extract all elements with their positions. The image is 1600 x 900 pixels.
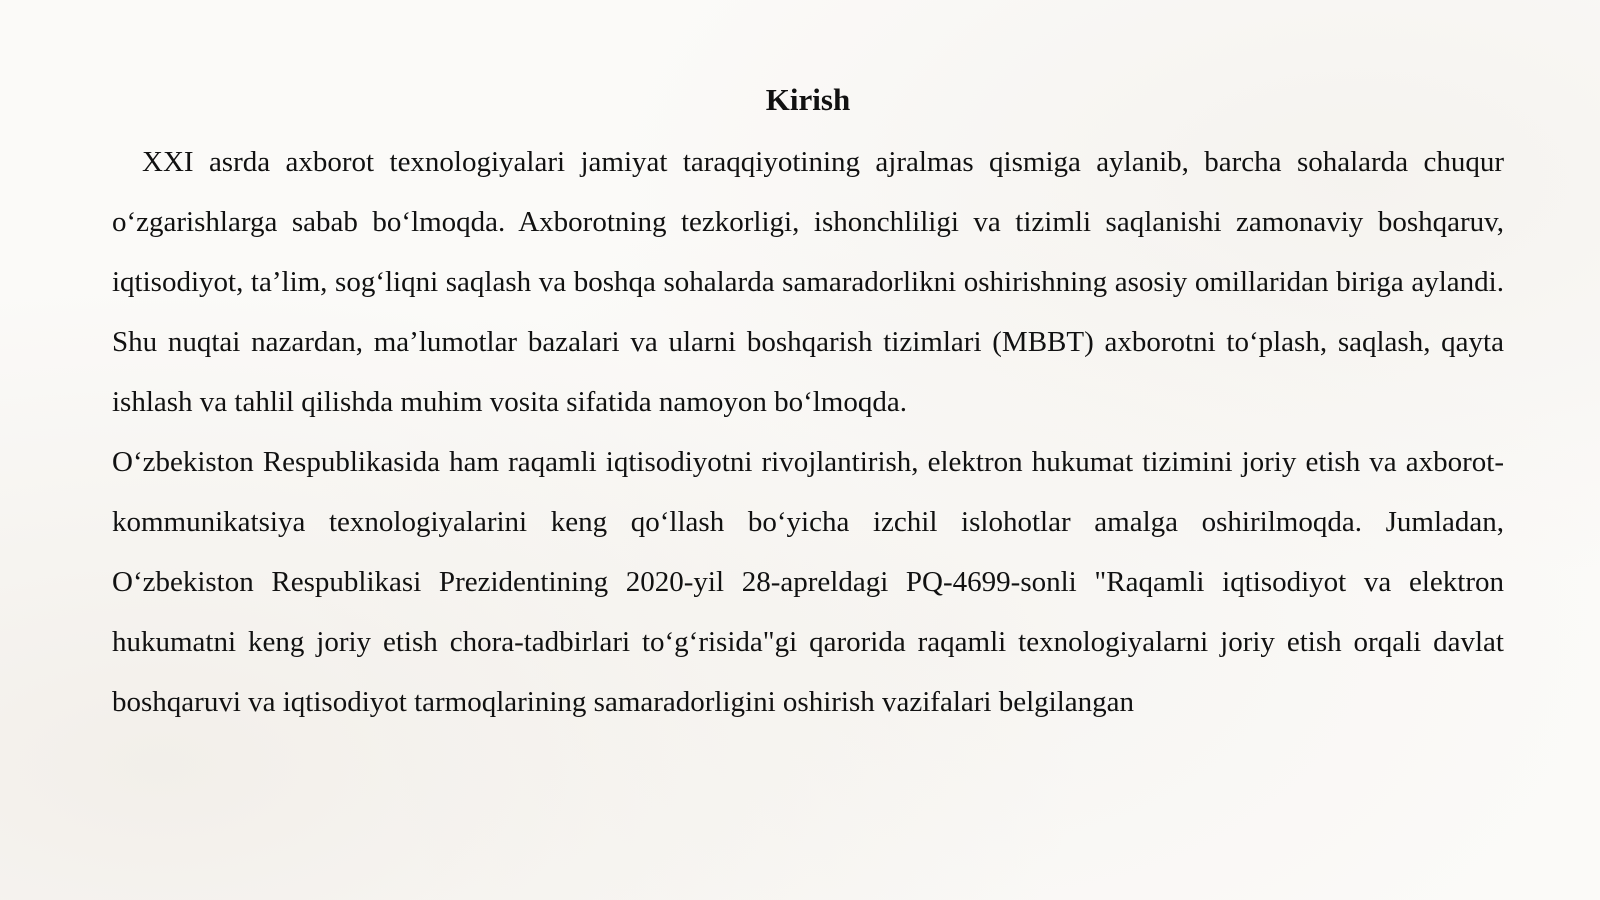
document-page — [112, 72, 1504, 732]
paragraph-intro: XXI asrda axborot texnologiyalari jamiyat taraqqiyotining ajralmas qismiga aylanib, barcha sohalarda chuqur o‘zgarishlarga sabab bo‘lmoqda. Axborotning tezkorligi, ishonchliligi va tizimli saqlanishi zamonaviy boshqaruv, iqtisodiyot, ta’lim, sog‘liqni saqlash va boshqa sohalarda samaradorlikni oshirishning asosiy omillaridan biriga aylandi. Shu nuqtai nazardan, ma’lumotlar bazalari va ularni boshqarish tizimlari (MBBT) axborotni to‘plash, saqlash, qayta ishlash va tahlil qilishda muhim vosita sifatida namoyon bo‘lmoqda. — [112, 146, 1504, 418]
paragraph-uzbekistan: O‘zbekiston Respublikasida ham raqamli iqtisodiyotni rivojlantirish, elektron hukumat tizimini joriy etish va axborot-kommunikatsiya texnologiyalarini keng qo‘llash bo‘yicha izchil islohotlar amalga oshirilmoqda. Jumladan, O‘zbekiston Respublikasi Prezidentining 2020-yil 28-apreldagi PQ-4699-sonli "Raqamli iqtisodiyot va elektron hukumatni keng joriy etish chora-tadbirlari to‘g‘risida"gi qarorida raqamli texnologiyalarni joriy etish orqali davlat boshqaruvi va iqtisodiyot tarmoqlarining samaradorligini oshirish vazifalari belgilangan — [112, 446, 1504, 718]
page-title: Kirish — [765, 82, 851, 117]
